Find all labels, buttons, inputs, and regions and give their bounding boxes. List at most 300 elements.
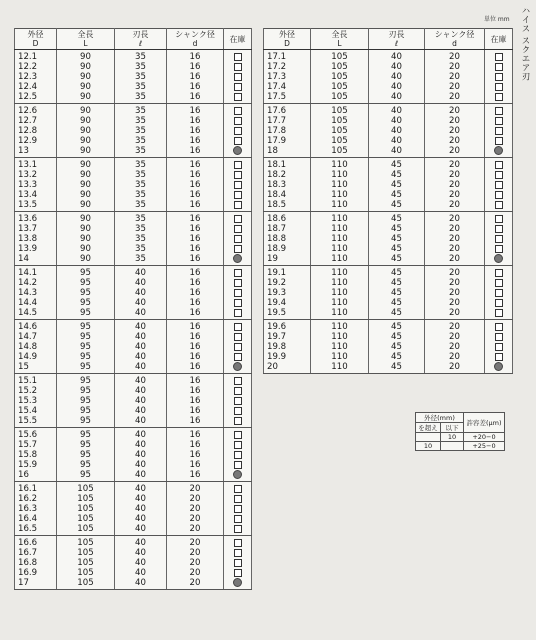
shank-cell: 20 <box>425 92 485 104</box>
length-cell: 110 <box>311 200 369 212</box>
stock-cell <box>485 342 513 352</box>
stock-cell <box>485 170 513 180</box>
table-row <box>15 170 252 180</box>
diameter-cell: 14.3 <box>15 288 57 298</box>
stock-checkbox-icon <box>234 353 242 361</box>
shank-cell: 20 <box>425 158 485 171</box>
stock-cell <box>485 82 513 92</box>
diameter-cell: 17.8 <box>264 126 311 136</box>
length-cell: 90 <box>57 82 115 92</box>
shank-cell: 16 <box>167 50 224 63</box>
table-row <box>15 578 252 590</box>
diameter-cell: 17.6 <box>264 104 311 117</box>
stock-cell <box>485 146 513 158</box>
shank-cell: 16 <box>167 62 224 72</box>
stock-cell <box>485 62 513 72</box>
table-row <box>15 224 252 234</box>
shank-cell: 16 <box>167 352 224 362</box>
stock-checkbox-icon <box>234 397 242 405</box>
table-row <box>15 72 252 82</box>
length-cell: 90 <box>57 126 115 136</box>
header-blade-length: 刃長 ℓ <box>115 29 167 50</box>
shank-cell: 16 <box>167 440 224 450</box>
tol-row <box>416 442 505 451</box>
shank-cell: 16 <box>167 200 224 212</box>
blade-length-cell: 45 <box>369 288 425 298</box>
diameter-cell: 15.8 <box>15 450 57 460</box>
stock-cell <box>224 524 252 536</box>
table-row <box>15 62 252 72</box>
length-cell: 90 <box>57 116 115 126</box>
diameter-cell: 14.6 <box>15 320 57 333</box>
diameter-cell: 12.8 <box>15 126 57 136</box>
shank-cell: 16 <box>167 72 224 82</box>
table-row <box>15 146 252 158</box>
stock-checkbox-icon <box>234 117 242 125</box>
table-row <box>15 116 252 126</box>
stock-cell <box>224 224 252 234</box>
length-cell: 105 <box>57 548 115 558</box>
spec-table-left <box>14 28 252 590</box>
blade-length-cell: 35 <box>115 104 167 117</box>
length-cell: 105 <box>57 568 115 578</box>
stock-cell <box>485 288 513 298</box>
stock-checkbox-icon <box>234 461 242 469</box>
table-row <box>15 234 252 244</box>
blade-length-cell: 45 <box>369 158 425 171</box>
tol-under <box>441 442 464 451</box>
blade-length-cell: 45 <box>369 224 425 234</box>
table-row <box>15 548 252 558</box>
table-row <box>15 428 252 441</box>
blade-length-cell: 35 <box>115 170 167 180</box>
diameter-cell: 18.3 <box>264 180 311 190</box>
shank-cell: 16 <box>167 116 224 126</box>
diameter-cell: 19.5 <box>264 308 311 320</box>
stock-cell <box>485 244 513 254</box>
shank-cell: 16 <box>167 266 224 279</box>
table-row <box>264 362 513 374</box>
shank-cell: 20 <box>167 482 224 495</box>
diameter-cell: 14.2 <box>15 278 57 288</box>
stock-cell <box>485 298 513 308</box>
table-row <box>15 450 252 460</box>
row-group <box>15 104 252 158</box>
table-row <box>15 440 252 450</box>
in-stock-dot-icon <box>233 254 242 263</box>
header-length: 全長 L <box>57 29 115 50</box>
length-cell: 110 <box>311 190 369 200</box>
stock-checkbox-icon <box>495 137 503 145</box>
table-row <box>15 386 252 396</box>
stock-checkbox-icon <box>495 191 503 199</box>
blade-length-cell: 40 <box>115 548 167 558</box>
stock-checkbox-icon <box>234 191 242 199</box>
length-cell: 90 <box>57 136 115 146</box>
length-cell: 110 <box>311 180 369 190</box>
length-cell: 110 <box>311 224 369 234</box>
diameter-cell: 17.7 <box>264 116 311 126</box>
table-row <box>15 126 252 136</box>
stock-checkbox-icon <box>234 569 242 577</box>
shank-cell: 16 <box>167 396 224 406</box>
diameter-cell: 13.5 <box>15 200 57 212</box>
diameter-cell: 17.4 <box>264 82 311 92</box>
blade-length-cell: 40 <box>115 406 167 416</box>
blade-length-cell: 45 <box>369 342 425 352</box>
stock-cell <box>224 406 252 416</box>
stock-checkbox-icon <box>495 83 503 91</box>
diameter-cell: 19.4 <box>264 298 311 308</box>
row-group <box>264 320 513 374</box>
table-row <box>15 180 252 190</box>
stock-cell <box>224 428 252 441</box>
shank-cell: 16 <box>167 158 224 171</box>
length-cell: 110 <box>311 320 369 333</box>
blade-length-cell: 35 <box>115 136 167 146</box>
length-cell: 105 <box>57 578 115 590</box>
shank-cell: 16 <box>167 308 224 320</box>
stock-checkbox-icon <box>234 441 242 449</box>
diameter-cell: 19.6 <box>264 320 311 333</box>
length-cell: 105 <box>311 62 369 72</box>
shank-cell: 20 <box>425 50 485 63</box>
length-cell: 90 <box>57 200 115 212</box>
stock-cell <box>485 92 513 104</box>
stock-cell <box>224 470 252 482</box>
stock-checkbox-icon <box>495 323 503 331</box>
table-row <box>15 288 252 298</box>
length-cell: 110 <box>311 342 369 352</box>
table-row <box>15 406 252 416</box>
blade-length-cell: 35 <box>115 234 167 244</box>
length-cell: 105 <box>57 514 115 524</box>
stock-checkbox-icon <box>234 333 242 341</box>
stock-cell <box>224 50 252 63</box>
shank-cell: 20 <box>425 278 485 288</box>
diameter-cell: 19.7 <box>264 332 311 342</box>
shank-cell: 20 <box>425 244 485 254</box>
blade-length-cell: 45 <box>369 298 425 308</box>
header-shank-diameter: シャンク径 d <box>167 29 224 50</box>
table-row <box>264 92 513 104</box>
stock-checkbox-icon <box>234 323 242 331</box>
stock-cell <box>485 332 513 342</box>
shank-cell: 20 <box>425 332 485 342</box>
diameter-cell: 16.7 <box>15 548 57 558</box>
length-cell: 95 <box>57 352 115 362</box>
stock-cell <box>224 558 252 568</box>
table-row <box>15 254 252 266</box>
stock-cell <box>224 374 252 387</box>
blade-length-cell: 40 <box>369 146 425 158</box>
blade-length-cell: 40 <box>115 308 167 320</box>
shank-cell: 20 <box>425 116 485 126</box>
stock-checkbox-icon <box>234 73 242 81</box>
stock-checkbox-icon <box>495 73 503 81</box>
table-row <box>15 470 252 482</box>
stock-cell <box>224 548 252 558</box>
diameter-cell: 18.7 <box>264 224 311 234</box>
row-group <box>15 320 252 374</box>
blade-length-cell: 40 <box>369 82 425 92</box>
blade-length-cell: 45 <box>369 200 425 212</box>
diameter-cell: 17.3 <box>264 72 311 82</box>
stock-cell <box>224 504 252 514</box>
blade-length-cell: 45 <box>369 234 425 244</box>
shank-cell: 20 <box>425 212 485 225</box>
diameter-cell: 15.6 <box>15 428 57 441</box>
stock-cell <box>224 578 252 590</box>
diameter-cell: 19.1 <box>264 266 311 279</box>
stock-checkbox-icon <box>495 127 503 135</box>
table-row <box>15 320 252 333</box>
diameter-cell: 19.8 <box>264 342 311 352</box>
stock-checkbox-icon <box>234 451 242 459</box>
diameter-cell: 15 <box>15 362 57 374</box>
header-diameter: 外径 D <box>15 29 57 50</box>
shank-cell: 20 <box>167 494 224 504</box>
spec-table-right <box>263 28 513 374</box>
shank-cell: 20 <box>425 288 485 298</box>
blade-length-cell: 35 <box>115 62 167 72</box>
stock-cell <box>224 92 252 104</box>
length-cell: 90 <box>57 234 115 244</box>
blade-length-cell: 40 <box>369 62 425 72</box>
stock-cell <box>485 200 513 212</box>
stock-cell <box>224 62 252 72</box>
stock-checkbox-icon <box>234 309 242 317</box>
length-cell: 95 <box>57 278 115 288</box>
tolerance-table <box>415 412 505 451</box>
stock-cell <box>224 278 252 288</box>
diameter-cell: 16.3 <box>15 504 57 514</box>
table-row <box>15 482 252 495</box>
diameter-cell: 13.1 <box>15 158 57 171</box>
shank-cell: 16 <box>167 428 224 441</box>
blade-length-cell: 40 <box>115 320 167 333</box>
blade-length-cell: 40 <box>115 416 167 428</box>
blade-length-cell: 45 <box>369 212 425 225</box>
tol-header-diameter: 外径(mm) <box>416 413 464 423</box>
stock-cell <box>224 416 252 428</box>
tol-row <box>416 433 505 442</box>
blade-length-cell: 40 <box>115 470 167 482</box>
table-row <box>15 244 252 254</box>
diameter-cell: 12.6 <box>15 104 57 117</box>
shank-cell: 16 <box>167 406 224 416</box>
length-cell: 110 <box>311 170 369 180</box>
blade-length-cell: 35 <box>115 180 167 190</box>
shank-cell: 20 <box>167 548 224 558</box>
table-row <box>15 200 252 212</box>
row-group <box>264 50 513 104</box>
shank-cell: 20 <box>425 352 485 362</box>
length-cell: 110 <box>311 158 369 171</box>
blade-length-cell: 40 <box>115 524 167 536</box>
diameter-cell: 13.6 <box>15 212 57 225</box>
length-cell: 110 <box>311 234 369 244</box>
length-cell: 90 <box>57 92 115 104</box>
length-cell: 95 <box>57 450 115 460</box>
stock-checkbox-icon <box>234 387 242 395</box>
table-row <box>15 92 252 104</box>
unit-label: 単位 mm <box>484 16 510 23</box>
length-cell: 105 <box>57 558 115 568</box>
shank-cell: 16 <box>167 190 224 200</box>
blade-length-cell: 40 <box>115 352 167 362</box>
shank-cell: 20 <box>425 136 485 146</box>
stock-checkbox-icon <box>234 289 242 297</box>
diameter-cell: 18.6 <box>264 212 311 225</box>
blade-length-cell: 35 <box>115 200 167 212</box>
stock-cell <box>485 190 513 200</box>
length-cell: 110 <box>311 266 369 279</box>
length-cell: 110 <box>311 244 369 254</box>
diameter-cell: 18.1 <box>264 158 311 171</box>
blade-length-cell: 45 <box>369 278 425 288</box>
table-row <box>264 190 513 200</box>
stock-cell <box>224 298 252 308</box>
diameter-cell: 19.3 <box>264 288 311 298</box>
diameter-cell: 20 <box>264 362 311 374</box>
in-stock-dot-icon <box>233 578 242 587</box>
diameter-cell: 19 <box>264 254 311 266</box>
length-cell: 105 <box>311 104 369 117</box>
diameter-cell: 14.9 <box>15 352 57 362</box>
stock-checkbox-icon <box>234 83 242 91</box>
stock-checkbox-icon <box>495 215 503 223</box>
table-row <box>15 504 252 514</box>
stock-cell <box>224 200 252 212</box>
stock-cell <box>485 320 513 333</box>
diameter-cell: 19.9 <box>264 352 311 362</box>
blade-length-cell: 40 <box>115 460 167 470</box>
blade-length-cell: 40 <box>115 396 167 406</box>
table-row <box>15 494 252 504</box>
diameter-cell: 14.4 <box>15 298 57 308</box>
stock-cell <box>224 104 252 117</box>
length-cell: 95 <box>57 374 115 387</box>
table-row <box>264 320 513 333</box>
header-row <box>264 29 513 50</box>
diameter-cell: 12.4 <box>15 82 57 92</box>
diameter-cell: 17.1 <box>264 50 311 63</box>
shank-cell: 20 <box>425 342 485 352</box>
length-cell: 95 <box>57 470 115 482</box>
shank-cell: 20 <box>425 266 485 279</box>
shank-cell: 20 <box>425 190 485 200</box>
length-cell: 95 <box>57 298 115 308</box>
stock-checkbox-icon <box>234 417 242 425</box>
stock-checkbox-icon <box>234 171 242 179</box>
stock-cell <box>224 482 252 495</box>
blade-length-cell: 35 <box>115 224 167 234</box>
length-cell: 110 <box>311 288 369 298</box>
stock-checkbox-icon <box>234 485 242 493</box>
blade-length-cell: 35 <box>115 82 167 92</box>
stock-checkbox-icon <box>234 407 242 415</box>
shank-cell: 16 <box>167 332 224 342</box>
diameter-cell: 18.8 <box>264 234 311 244</box>
shank-cell: 16 <box>167 374 224 387</box>
blade-length-cell: 40 <box>369 136 425 146</box>
table-row <box>264 298 513 308</box>
table-row <box>264 342 513 352</box>
shank-cell: 16 <box>167 342 224 352</box>
diameter-cell: 19.2 <box>264 278 311 288</box>
length-cell: 95 <box>57 320 115 333</box>
shank-cell: 16 <box>167 170 224 180</box>
table-row <box>264 170 513 180</box>
stock-cell <box>224 266 252 279</box>
stock-cell <box>224 244 252 254</box>
stock-cell <box>224 450 252 460</box>
stock-checkbox-icon <box>234 515 242 523</box>
length-cell: 95 <box>57 428 115 441</box>
table-row <box>15 568 252 578</box>
shank-cell: 20 <box>425 362 485 374</box>
blade-length-cell: 45 <box>369 308 425 320</box>
stock-checkbox-icon <box>495 333 503 341</box>
shank-cell: 16 <box>167 180 224 190</box>
tol-header-under: 以下 <box>441 423 464 433</box>
shank-cell: 20 <box>425 82 485 92</box>
diameter-cell: 16.4 <box>15 514 57 524</box>
stock-checkbox-icon <box>495 235 503 243</box>
stock-checkbox-icon <box>495 117 503 125</box>
diameter-cell: 14 <box>15 254 57 266</box>
table-row <box>15 374 252 387</box>
stock-checkbox-icon <box>234 235 242 243</box>
blade-length-cell: 40 <box>115 278 167 288</box>
length-cell: 110 <box>311 254 369 266</box>
stock-cell <box>224 352 252 362</box>
diameter-cell: 14.7 <box>15 332 57 342</box>
length-cell: 105 <box>311 116 369 126</box>
blade-length-cell: 35 <box>115 212 167 225</box>
length-cell: 105 <box>57 494 115 504</box>
diameter-cell: 16.5 <box>15 524 57 536</box>
blade-length-cell: 40 <box>115 450 167 460</box>
stock-checkbox-icon <box>495 279 503 287</box>
shank-cell: 16 <box>167 298 224 308</box>
table-row <box>15 308 252 320</box>
table-row <box>15 136 252 146</box>
diameter-cell: 17.5 <box>264 92 311 104</box>
length-cell: 90 <box>57 244 115 254</box>
table-row <box>264 278 513 288</box>
length-cell: 105 <box>311 92 369 104</box>
stock-cell <box>485 266 513 279</box>
diameter-cell: 13.8 <box>15 234 57 244</box>
length-cell: 95 <box>57 416 115 428</box>
diameter-cell: 17.9 <box>264 136 311 146</box>
table-row <box>15 278 252 288</box>
length-cell: 90 <box>57 158 115 171</box>
shank-cell: 20 <box>167 514 224 524</box>
diameter-cell: 12.2 <box>15 62 57 72</box>
length-cell: 95 <box>57 288 115 298</box>
table-row <box>264 50 513 63</box>
table-row <box>15 212 252 225</box>
stock-checkbox-icon <box>234 539 242 547</box>
length-cell: 110 <box>311 308 369 320</box>
diameter-cell: 16 <box>15 470 57 482</box>
blade-length-cell: 45 <box>369 180 425 190</box>
stock-cell <box>485 254 513 266</box>
blade-length-cell: 40 <box>115 288 167 298</box>
